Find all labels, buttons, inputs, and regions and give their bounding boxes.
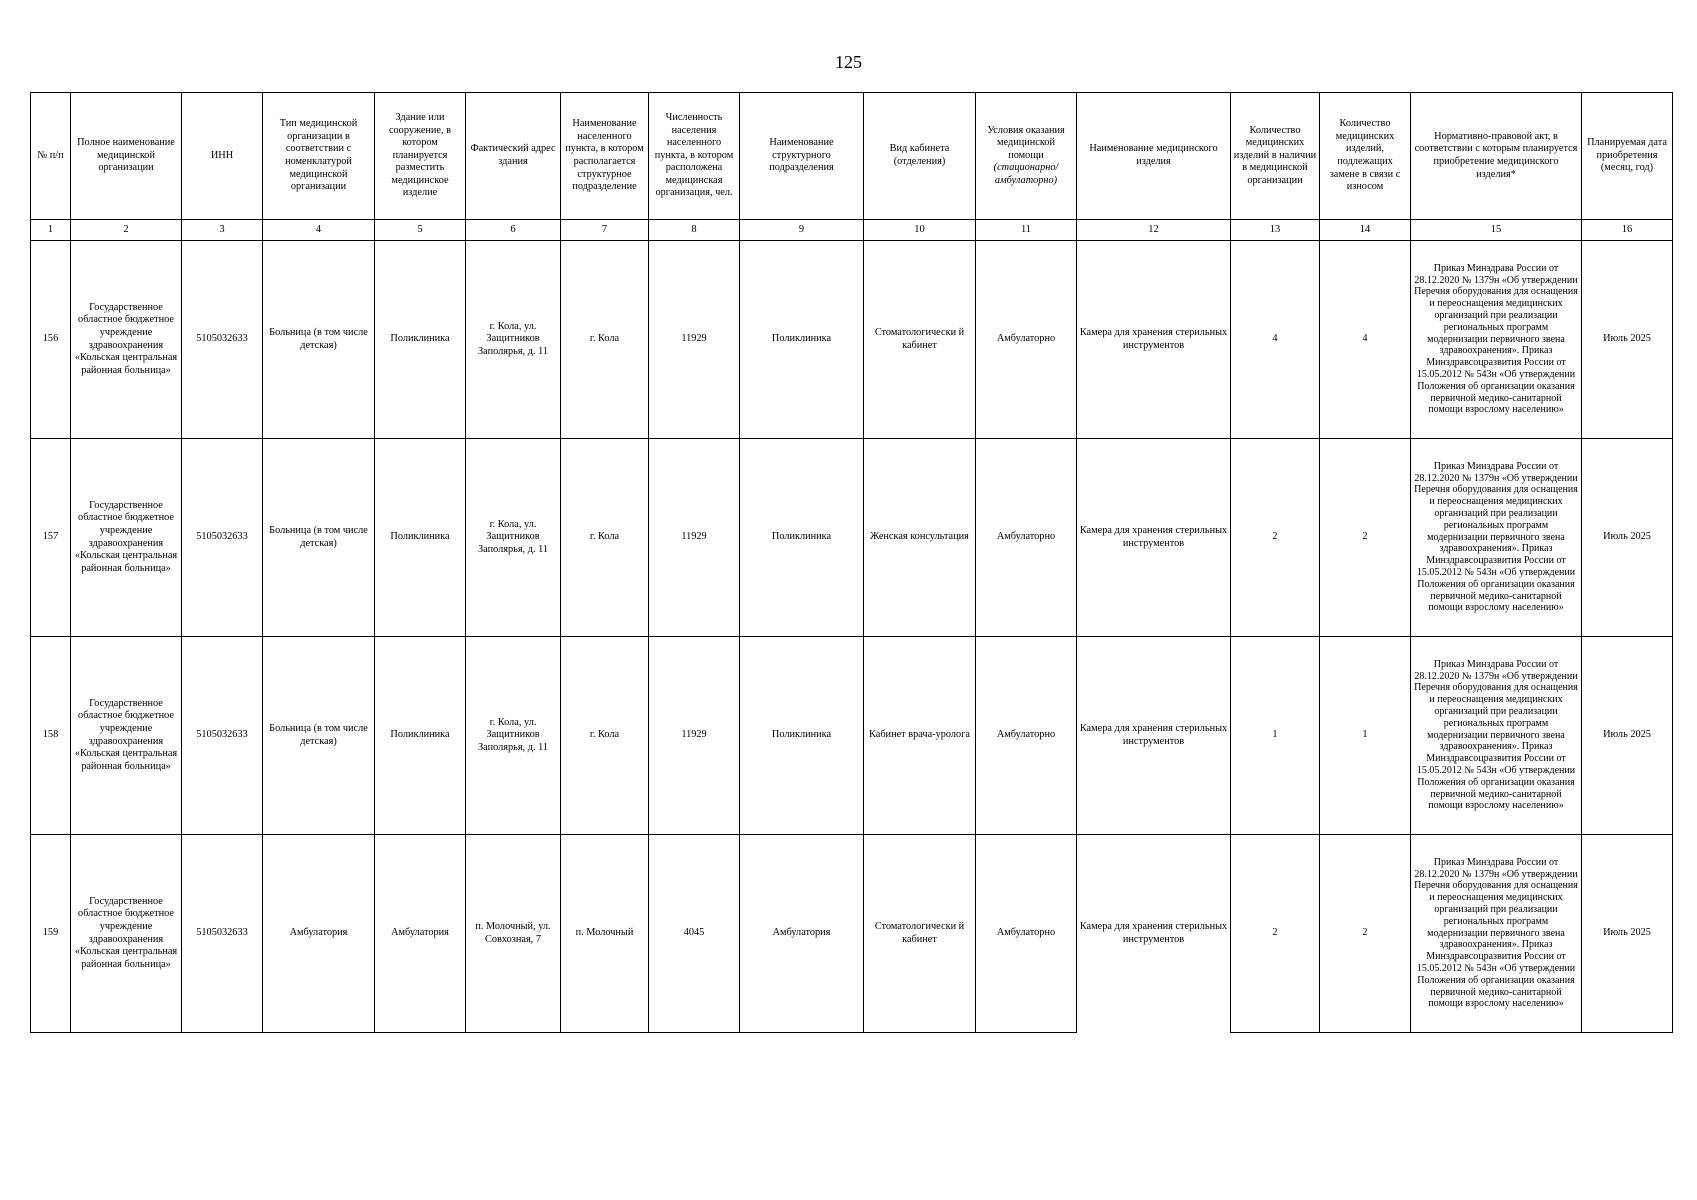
column-number: 4 <box>263 220 375 241</box>
column-number: 11 <box>976 220 1077 241</box>
header-org-type: Тип медицинской организации в соответствии с номенклатурой медицинской организации <box>263 93 375 220</box>
row-num: 156 <box>31 241 71 439</box>
row-division: Поликлиника <box>740 439 864 637</box>
row-num: 157 <box>31 439 71 637</box>
row-address: г. Кола, ул. Защитников Заполярья, д. 11 <box>466 637 561 835</box>
row-address: г. Кола, ул. Защитников Заполярья, д. 11 <box>466 241 561 439</box>
header-planned-date: Планируемая дата приобретения (месяц, год) <box>1582 93 1673 220</box>
row-building: Амбулатория <box>375 835 466 1033</box>
row-legal-act: Приказ Минздрава России от 28.12.2020 № 1379н «Об утверждении Перечня оборудования для оснащения и переоснащения медицинских организаций при реализации региональных программ модернизации первичного звена здравоохранения». Приказ Минздравсоцразвития России от 15.05.2012 № 543н «Об утверждении Положения об организации оказания первичной медико-санитарной помощи взрослому населению» <box>1411 637 1582 835</box>
row-planned-date: Июль 2025 <box>1582 241 1673 439</box>
row-address: п. Молочный, ул. Совхозная, 7 <box>466 835 561 1033</box>
row-inn: 5105032633 <box>182 835 263 1033</box>
row-legal-act: Приказ Минздрава России от 28.12.2020 № 1379н «Об утверждении Перечня оборудования для оснащения и переоснащения медицинских организаций при реализации региональных программ модернизации первичного звена здравоохранения». Приказ Минздравсоцразвития России от 15.05.2012 № 543н «Об утверждении Положения об организации оказания первичной медико-санитарной помощи взрослому населению» <box>1411 835 1582 1033</box>
header-locality: Наименование населенного пункта, в котором располагается структурное подразделение <box>561 93 649 220</box>
table-row <box>31 439 1673 637</box>
row-population: 11929 <box>649 439 740 637</box>
header-row <box>31 93 1673 220</box>
column-number-row <box>31 220 1673 241</box>
column-number: 1 <box>31 220 71 241</box>
row-device: Камера для хранения стерильных инструментов <box>1077 835 1231 1033</box>
header-conditions-main: Условия оказания медицинской помощи <box>987 124 1065 161</box>
row-num: 159 <box>31 835 71 1033</box>
header-inn: ИНН <box>182 93 263 220</box>
row-conditions: Амбулаторно <box>976 637 1077 835</box>
header-qty-replace: Количество медицинских изделий, подлежащих замене в связи с износом <box>1320 93 1411 220</box>
row-conditions: Амбулаторно <box>976 241 1077 439</box>
header-population: Численность населения населенного пункта, в котором расположена медицинская организация, чел. <box>649 93 740 220</box>
header-cabinet: Вид кабинета (отделения) <box>864 93 976 220</box>
row-legal-act: Приказ Минздрава России от 28.12.2020 № 1379н «Об утверждении Перечня оборудования для оснащения и переоснащения медицинских организаций при реализации региональных программ модернизации первичного звена здравоохранения». Приказ Минздравсоцразвития России от 15.05.2012 № 543н «Об утверждении Положения об организации оказания первичной медико-санитарной помощи взрослому населению» <box>1411 241 1582 439</box>
row-locality: г. Кола <box>561 637 649 835</box>
row-device: Камера для хранения стерильных инструментов <box>1077 241 1231 439</box>
column-number: 9 <box>740 220 864 241</box>
row-org-type: Больница (в том числе детская) <box>263 439 375 637</box>
row-division: Поликлиника <box>740 241 864 439</box>
row-planned-date: Июль 2025 <box>1582 439 1673 637</box>
row-qty-replace: 4 <box>1320 241 1411 439</box>
row-locality: г. Кола <box>561 241 649 439</box>
row-planned-date: Июль 2025 <box>1582 637 1673 835</box>
row-qty-replace: 2 <box>1320 835 1411 1033</box>
header-org-name: Полное наименование медицинской организации <box>71 93 182 220</box>
row-device: Камера для хранения стерильных инструментов <box>1077 637 1231 835</box>
row-population: 4045 <box>649 835 740 1033</box>
row-planned-date: Июль 2025 <box>1582 835 1673 1033</box>
column-number: 7 <box>561 220 649 241</box>
header-num: № п/п <box>31 93 71 220</box>
row-org-name: Государственное областное бюджетное учреждение здравоохранения «Кольская центральная районная больница» <box>71 241 182 439</box>
row-qty-available: 2 <box>1231 439 1320 637</box>
table-row <box>31 835 1673 1033</box>
row-building: Поликлиника <box>375 637 466 835</box>
row-device: Камера для хранения стерильных инструментов <box>1077 439 1231 637</box>
row-address: г. Кола, ул. Защитников Заполярья, д. 11 <box>466 439 561 637</box>
column-number: 15 <box>1411 220 1582 241</box>
row-legal-act: Приказ Минздрава России от 28.12.2020 № 1379н «Об утверждении Перечня оборудования для оснащения и переоснащения медицинских организаций при реализации региональных программ модернизации первичного звена здравоохранения». Приказ Минздравсоцразвития России от 15.05.2012 № 543н «Об утверждении Положения об организации оказания первичной медико-санитарной помощи взрослому населению» <box>1411 439 1582 637</box>
header-building: Здание или сооружение, в котором планируется разместить медицинское изделие <box>375 93 466 220</box>
row-org-type: Больница (в том числе детская) <box>263 637 375 835</box>
row-conditions: Амбулаторно <box>976 835 1077 1033</box>
row-qty-replace: 2 <box>1320 439 1411 637</box>
row-inn: 5105032633 <box>182 637 263 835</box>
row-qty-replace: 1 <box>1320 637 1411 835</box>
row-cabinet: Стоматологически й кабинет <box>864 835 976 1033</box>
row-qty-available: 4 <box>1231 241 1320 439</box>
header-device: Наименование медицинского изделия <box>1077 93 1231 220</box>
column-number: 6 <box>466 220 561 241</box>
table-row <box>31 637 1673 835</box>
row-locality: г. Кола <box>561 439 649 637</box>
column-number: 12 <box>1077 220 1231 241</box>
row-cabinet: Стоматологически й кабинет <box>864 241 976 439</box>
table-row <box>31 241 1673 439</box>
row-org-type: Амбулатория <box>263 835 375 1033</box>
column-number: 5 <box>375 220 466 241</box>
column-number: 13 <box>1231 220 1320 241</box>
row-org-type: Больница (в том числе детская) <box>263 241 375 439</box>
row-inn: 5105032633 <box>182 439 263 637</box>
header-legal-act: Нормативно-правовой акт, в соответствии с которым планируется приобретение медицинского изделия* <box>1411 93 1582 220</box>
header-conditions-italic: (стационарно/ амбулаторно) <box>993 162 1059 186</box>
row-org-name: Государственное областное бюджетное учреждение здравоохранения «Кольская центральная районная больница» <box>71 637 182 835</box>
row-num: 158 <box>31 637 71 835</box>
row-population: 11929 <box>649 241 740 439</box>
column-number: 10 <box>864 220 976 241</box>
equipment-table <box>30 92 1673 1033</box>
header-division: Наименование структурного подразделения <box>740 93 864 220</box>
row-inn: 5105032633 <box>182 241 263 439</box>
row-building: Поликлиника <box>375 241 466 439</box>
row-population: 11929 <box>649 637 740 835</box>
row-org-name: Государственное областное бюджетное учреждение здравоохранения «Кольская центральная районная больница» <box>71 835 182 1033</box>
row-qty-available: 1 <box>1231 637 1320 835</box>
column-number: 8 <box>649 220 740 241</box>
row-cabinet: Кабинет врача-уролога <box>864 637 976 835</box>
row-org-name: Государственное областное бюджетное учреждение здравоохранения «Кольская центральная районная больница» <box>71 439 182 637</box>
row-qty-available: 2 <box>1231 835 1320 1033</box>
header-address: Фактический адрес здания <box>466 93 561 220</box>
column-number: 14 <box>1320 220 1411 241</box>
header-conditions <box>976 93 1077 220</box>
row-locality: п. Молочный <box>561 835 649 1033</box>
column-number: 16 <box>1582 220 1673 241</box>
row-division: Поликлиника <box>740 637 864 835</box>
row-building: Поликлиника <box>375 439 466 637</box>
row-conditions: Амбулаторно <box>976 439 1077 637</box>
row-cabinet: Женская консультация <box>864 439 976 637</box>
header-qty-available: Количество медицинских изделий в наличии в медицинской организации <box>1231 93 1320 220</box>
row-division: Амбулатория <box>740 835 864 1033</box>
column-number: 3 <box>182 220 263 241</box>
page-number: 125 <box>835 52 862 72</box>
column-number: 2 <box>71 220 182 241</box>
